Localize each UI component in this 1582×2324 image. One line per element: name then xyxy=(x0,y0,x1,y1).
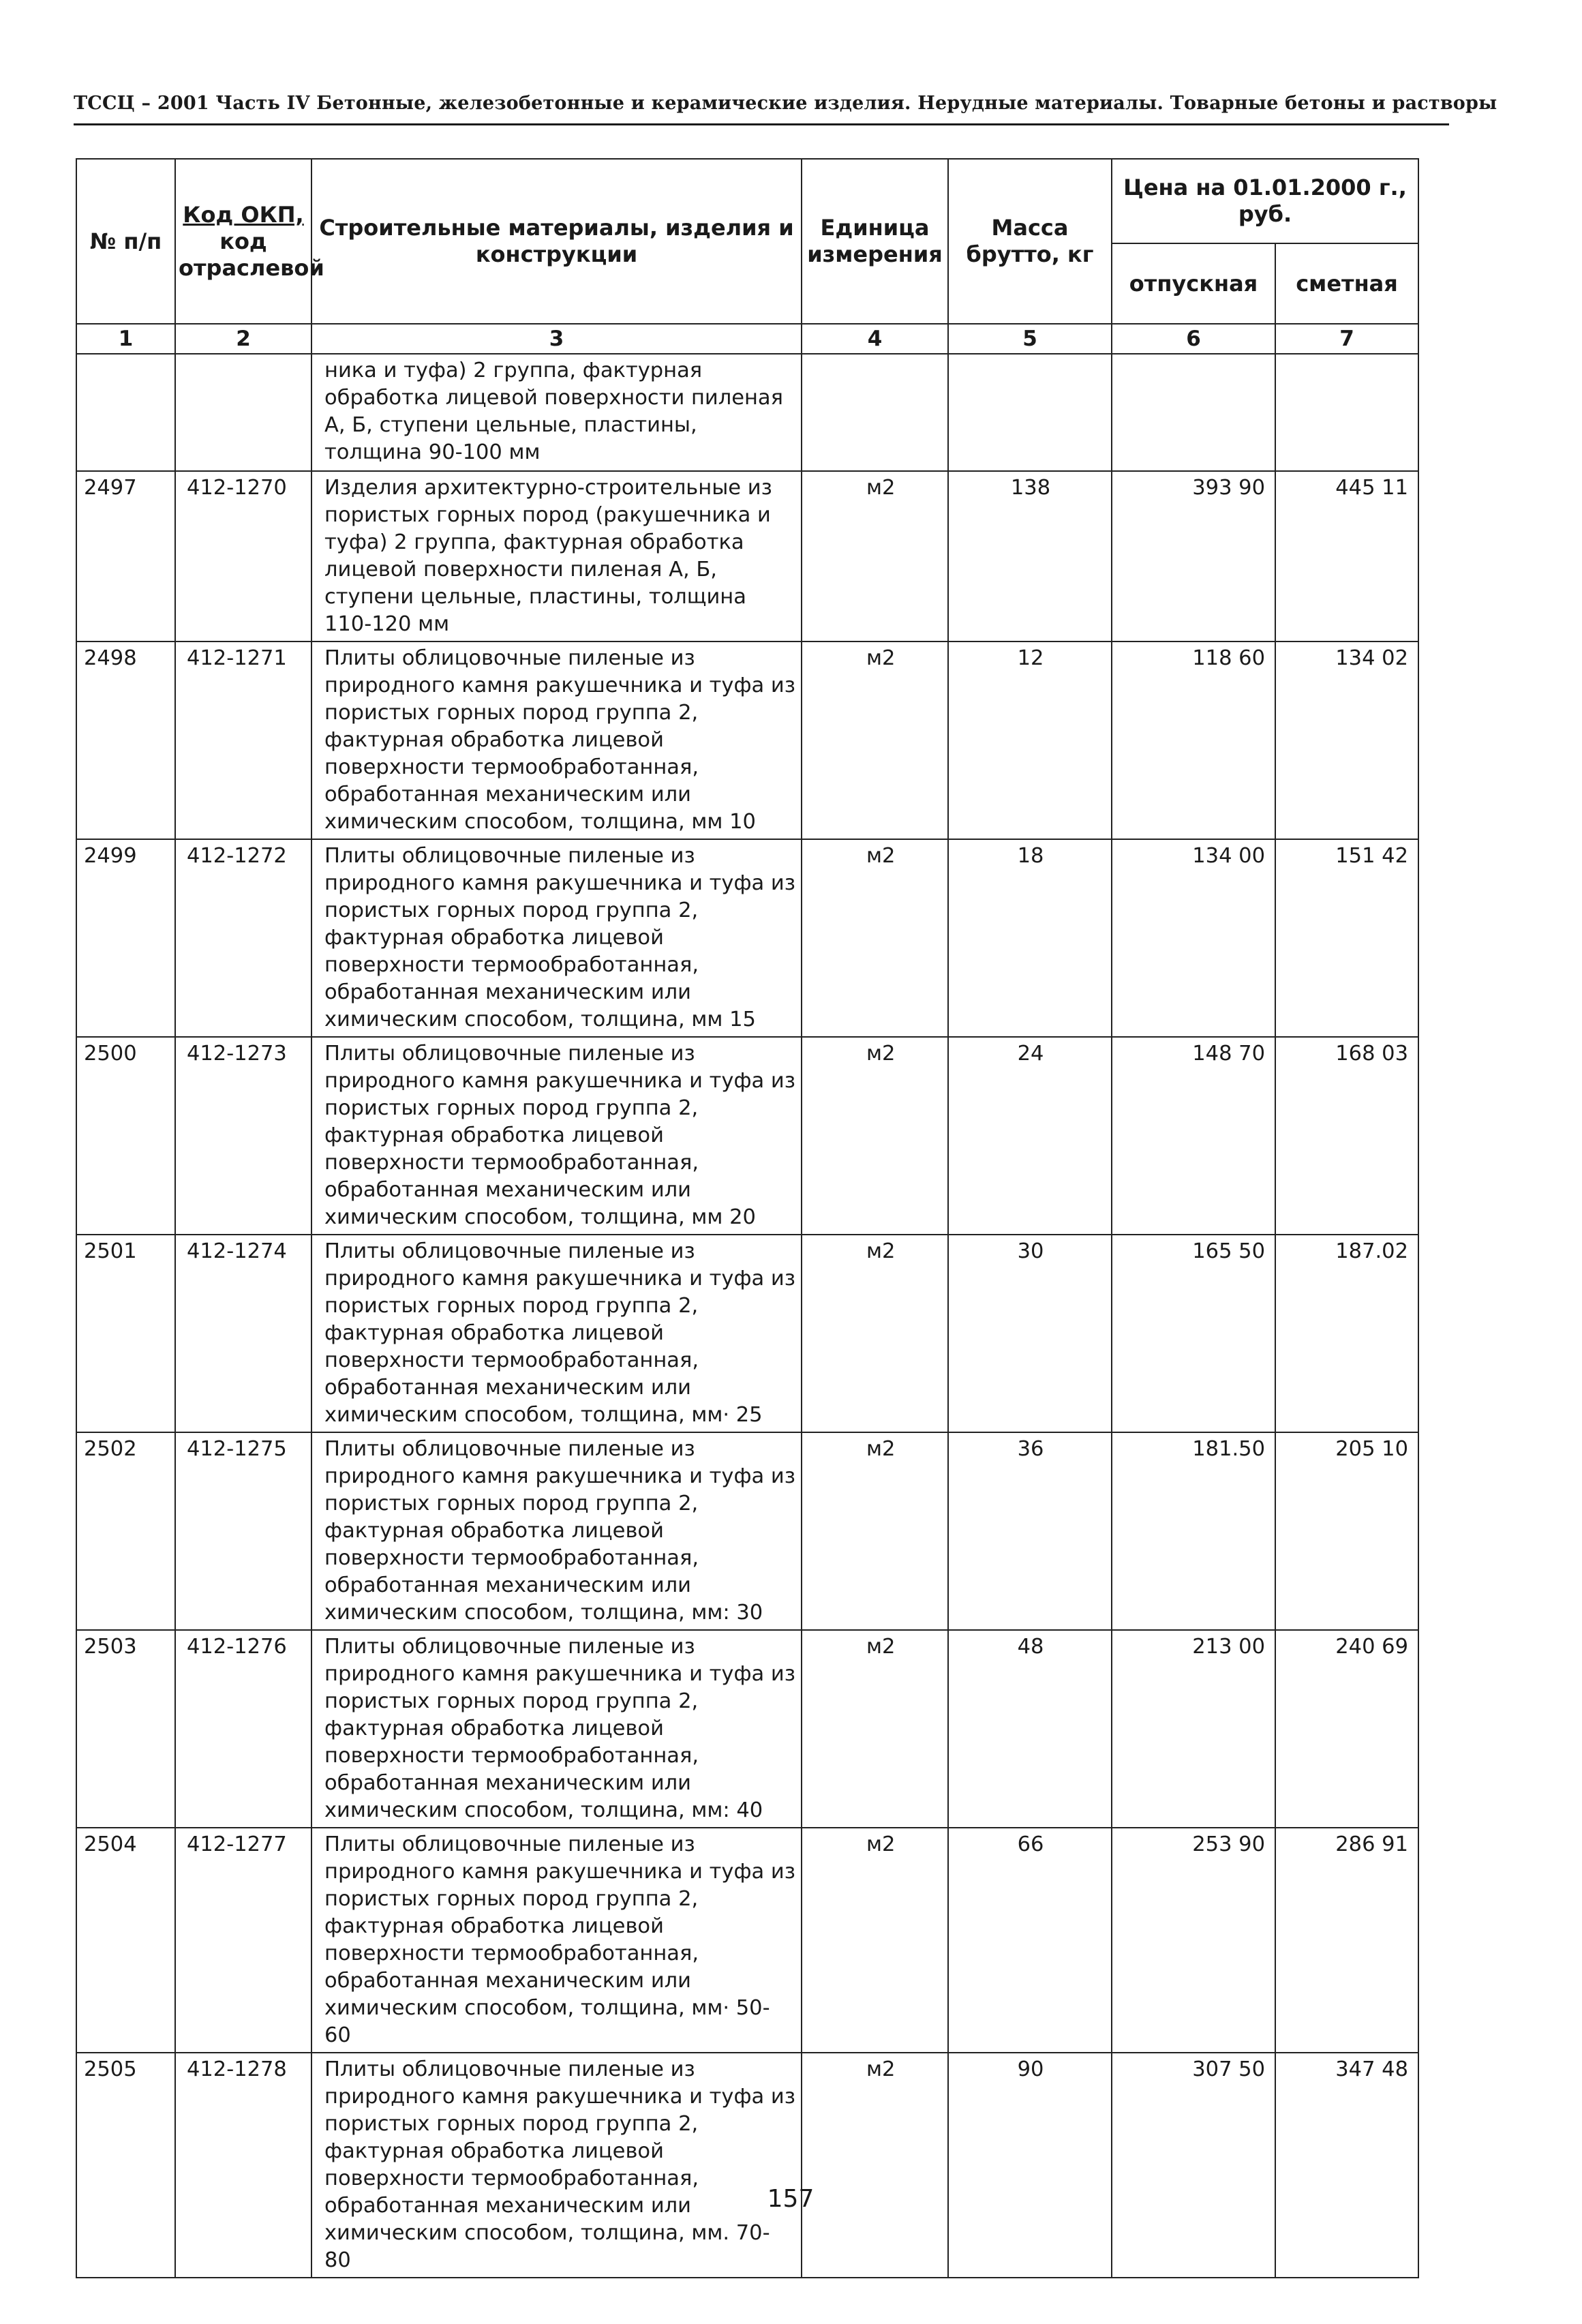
material-description: Плиты облицовочные пиленые из природного камня ракушечника и туфа из пористых горных пород группа 2, фактурная обработка лицевой поверхности термообработанная, обработанная механическим или химическим способом, толщина, мм. 70-80 xyxy=(311,2053,802,2278)
price-table xyxy=(76,158,1419,2278)
price-otpusknaya: 181.50 xyxy=(1112,1432,1275,1630)
price-smetnaya: 151 42 xyxy=(1275,839,1418,1037)
price-otpusknaya xyxy=(1112,354,1275,471)
header-unit: Единица измерения xyxy=(802,159,948,324)
header-num: № п/п xyxy=(76,159,175,324)
table-row xyxy=(76,2053,1418,2278)
page-number: 157 xyxy=(767,2185,815,2213)
unit-of-measure: м2 xyxy=(802,1235,948,1432)
row-number: 2502 xyxy=(76,1432,175,1630)
unit-of-measure: м2 xyxy=(802,1432,948,1630)
row-number: 2499 xyxy=(76,839,175,1037)
unit-of-measure: м2 xyxy=(802,1828,948,2053)
okp-code: 412-1276 xyxy=(175,1630,311,1828)
header-price-smet: сметная xyxy=(1275,243,1418,324)
price-smetnaya: 187.02 xyxy=(1275,1235,1418,1432)
column-number: 3 xyxy=(311,324,802,354)
table-row xyxy=(76,1037,1418,1235)
gross-mass: 24 xyxy=(948,1037,1112,1235)
material-description: Плиты облицовочные пиленые из природного камня ракушечника и туфа из пористых горных пород группа 2, фактурная обработка лицевой поверхности термообработанная, обработанная механическим или химическим способом, толщина, мм: 40 xyxy=(311,1630,802,1828)
table-header xyxy=(76,159,1418,324)
price-smetnaya: 240 69 xyxy=(1275,1630,1418,1828)
header-code-top: Код ОКП, xyxy=(183,201,304,228)
row-number: 2497 xyxy=(76,471,175,642)
table-row xyxy=(76,642,1418,839)
gross-mass: 30 xyxy=(948,1235,1112,1432)
row-number xyxy=(76,354,175,471)
unit-of-measure: м2 xyxy=(802,642,948,839)
row-number: 2504 xyxy=(76,1828,175,2053)
header-price-otp: отпускная xyxy=(1112,243,1275,324)
row-number: 2501 xyxy=(76,1235,175,1432)
price-otpusknaya: 253 90 xyxy=(1112,1828,1275,2053)
row-number: 2498 xyxy=(76,642,175,839)
header-code-bottom: код отраслевой xyxy=(179,228,324,281)
table-row xyxy=(76,354,1418,471)
price-otpusknaya: 213 00 xyxy=(1112,1630,1275,1828)
table-row xyxy=(76,839,1418,1037)
okp-code: 412-1274 xyxy=(175,1235,311,1432)
material-description: Плиты облицовочные пиленые из природного камня ракушечника и туфа из пористых горных пород группа 2, фактурная обработка лицевой поверхности термообработанная, обработанная механическим или химическим способом, толщина, мм: 30 xyxy=(311,1432,802,1630)
material-description: Изделия архитектурно-строительные из пористых горных пород (ракушечника и туфа) 2 группа, фактурная обработка лицевой поверхности пиленая А, Б, ступени цельные, пластины, толщина 110-120 мм xyxy=(311,471,802,642)
column-number: 7 xyxy=(1275,324,1418,354)
unit-of-measure: м2 xyxy=(802,1037,948,1235)
okp-code: 412-1277 xyxy=(175,1828,311,2053)
unit-of-measure: м2 xyxy=(802,2053,948,2278)
header-price: Цена на 01.01.2000 г., руб. xyxy=(1112,159,1418,243)
gross-mass: 12 xyxy=(948,642,1112,839)
okp-code: 412-1272 xyxy=(175,839,311,1037)
price-otpusknaya: 148 70 xyxy=(1112,1037,1275,1235)
unit-of-measure: м2 xyxy=(802,839,948,1037)
row-number: 2505 xyxy=(76,2053,175,2278)
gross-mass: 48 xyxy=(948,1630,1112,1828)
table-row xyxy=(76,471,1418,642)
running-header: ТССЦ – 2001 Часть IV Бетонные, железобетонные и керамические изделия. Нерудные материалы. Товарные бетоны и растворы xyxy=(74,93,1497,114)
column-number: 6 xyxy=(1112,324,1275,354)
gross-mass: 90 xyxy=(948,2053,1112,2278)
column-number: 5 xyxy=(948,324,1112,354)
okp-code: 412-1275 xyxy=(175,1432,311,1630)
gross-mass xyxy=(948,354,1112,471)
table-row xyxy=(76,1828,1418,2053)
column-number: 2 xyxy=(175,324,311,354)
header-mass: Масса брутто, кг xyxy=(948,159,1112,324)
material-description: Плиты облицовочные пиленые из природного камня ракушечника и туфа из пористых горных пород группа 2, фактурная обработка лицевой поверхности термообработанная, обработанная механическим или химическим способом, толщина, мм· 50-60 xyxy=(311,1828,802,2053)
price-otpusknaya: 307 50 xyxy=(1112,2053,1275,2278)
material-description: ника и туфа) 2 группа, фактурная обработка лицевой поверхности пиленая А, Б, ступени цельные, пластины, толщина 90-100 мм xyxy=(311,354,802,471)
table-row xyxy=(76,1235,1418,1432)
row-number: 2503 xyxy=(76,1630,175,1828)
gross-mass: 138 xyxy=(948,471,1112,642)
material-description: Плиты облицовочные пиленые из природного камня ракушечника и туфа из пористых горных пород группа 2, фактурная обработка лицевой поверхности термообработанная, обработанная механическим или химическим способом, толщина, мм· 25 xyxy=(311,1235,802,1432)
price-otpusknaya: 118 60 xyxy=(1112,642,1275,839)
unit-of-measure: м2 xyxy=(802,471,948,642)
row-number: 2500 xyxy=(76,1037,175,1235)
material-description: Плиты облицовочные пиленые из природного камня ракушечника и туфа из пористых горных пород группа 2, фактурная обработка лицевой поверхности термообработанная, обработанная механическим или химическим способом, толщина, мм 20 xyxy=(311,1037,802,1235)
price-smetnaya: 445 11 xyxy=(1275,471,1418,642)
okp-code: 412-1270 xyxy=(175,471,311,642)
header-desc: Строительные материалы, изделия и конструкции xyxy=(311,159,802,324)
price-otpusknaya: 393 90 xyxy=(1112,471,1275,642)
column-numbers-row xyxy=(76,324,1418,354)
gross-mass: 36 xyxy=(948,1432,1112,1630)
price-otpusknaya: 134 00 xyxy=(1112,839,1275,1037)
column-number: 1 xyxy=(76,324,175,354)
unit-of-measure xyxy=(802,354,948,471)
price-smetnaya xyxy=(1275,354,1418,471)
material-description: Плиты облицовочные пиленые из природного камня ракушечника и туфа из пористых горных пород группа 2, фактурная обработка лицевой поверхности термообработанная, обработанная механическим или химическим способом, толщина, мм 10 xyxy=(311,642,802,839)
material-description: Плиты облицовочные пиленые из природного камня ракушечника и туфа из пористых горных пород группа 2, фактурная обработка лицевой поверхности термообработанная, обработанная механическим или химическим способом, толщина, мм 15 xyxy=(311,839,802,1037)
price-smetnaya: 286 91 xyxy=(1275,1828,1418,2053)
okp-code xyxy=(175,354,311,471)
unit-of-measure: м2 xyxy=(802,1630,948,1828)
price-smetnaya: 134 02 xyxy=(1275,642,1418,839)
okp-code: 412-1278 xyxy=(175,2053,311,2278)
okp-code: 412-1273 xyxy=(175,1037,311,1235)
table-body xyxy=(76,324,1418,2278)
header-rule xyxy=(74,123,1449,125)
header-code xyxy=(175,159,324,324)
table-row xyxy=(76,1432,1418,1630)
price-smetnaya: 205 10 xyxy=(1275,1432,1418,1630)
okp-code: 412-1271 xyxy=(175,642,311,839)
price-smetnaya: 168 03 xyxy=(1275,1037,1418,1235)
gross-mass: 18 xyxy=(948,839,1112,1037)
price-smetnaya: 347 48 xyxy=(1275,2053,1418,2278)
price-otpusknaya: 165 50 xyxy=(1112,1235,1275,1432)
gross-mass: 66 xyxy=(948,1828,1112,2053)
table-row xyxy=(76,1630,1418,1828)
column-number: 4 xyxy=(802,324,948,354)
